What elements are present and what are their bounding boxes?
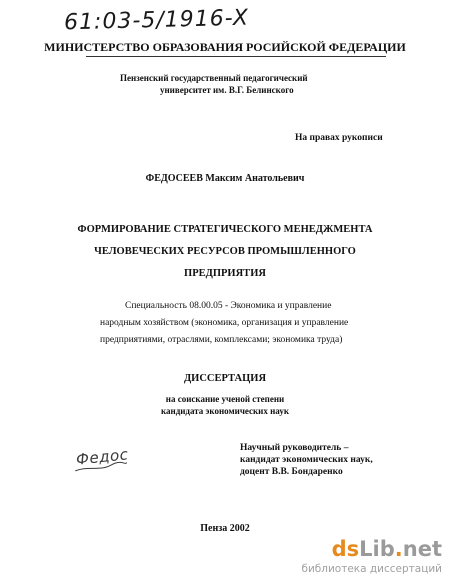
university-line-1: Пензенский государственный педагогический (120, 73, 308, 83)
specialty-line-2: народным хозяйством (экономика, организация и управление (100, 318, 349, 328)
title-line-1: ФОРМИРОВАНИЕ СТРАТЕГИЧЕСКОГО МЕНЕДЖМЕНТА (77, 224, 373, 235)
university-name (120, 72, 380, 96)
dslib-logo: dsLib.net (331, 537, 442, 561)
advisor-line-3: доцент В.В. Бондаренко (240, 467, 343, 477)
specialty-line-3: предприятиями, отраслями, комплексами; экономика труда) (100, 335, 343, 345)
university-line-2: университет им. В.Г. Белинского (160, 85, 294, 95)
manuscript-rights: На правах рукописи (295, 133, 383, 143)
dissertation-title (0, 219, 450, 285)
degree-line-1: на соискание ученой степени (165, 394, 285, 404)
advisor-line-1: Научный руководитель – (240, 443, 349, 453)
degree-block (0, 393, 450, 417)
ministry-heading: МИНИСТЕРСТВО ОБРАЗОВАНИЯ РОСИЙСКОЙ ФЕДЕРАЦИИ (44, 40, 406, 54)
signature-text: Федос (75, 445, 130, 469)
handwritten-catalog-code: 61:03-5/1916-X (63, 5, 250, 36)
scientific-advisor (240, 442, 430, 478)
degree-line-2: кандидата экономических наук (160, 406, 290, 416)
document-type: ДИССЕРТАЦИЯ (183, 373, 267, 384)
watermark-caption: библиотека диссертаций (301, 563, 442, 575)
advisor-line-2: кандидат экономических наук, (240, 455, 373, 465)
heading-underline (86, 56, 386, 57)
place-and-year: Пенза 2002 (200, 523, 250, 534)
dslib-watermark (292, 537, 442, 579)
specialty-line-1: Специальность 08.00.05 - Экономика и управление (125, 301, 332, 311)
author-name: ФЕДОСЕЕВ Максим Анатольевич (145, 173, 305, 184)
title-line-2: ЧЕЛОВЕЧЕСКИХ РЕСУРСОВ ПРОМЫШЛЕННОГО (94, 246, 356, 257)
title-line-3: ПРЕДПРИЯТИЯ (184, 268, 266, 279)
handwritten-signature (75, 445, 129, 468)
specialty-block (100, 298, 390, 349)
